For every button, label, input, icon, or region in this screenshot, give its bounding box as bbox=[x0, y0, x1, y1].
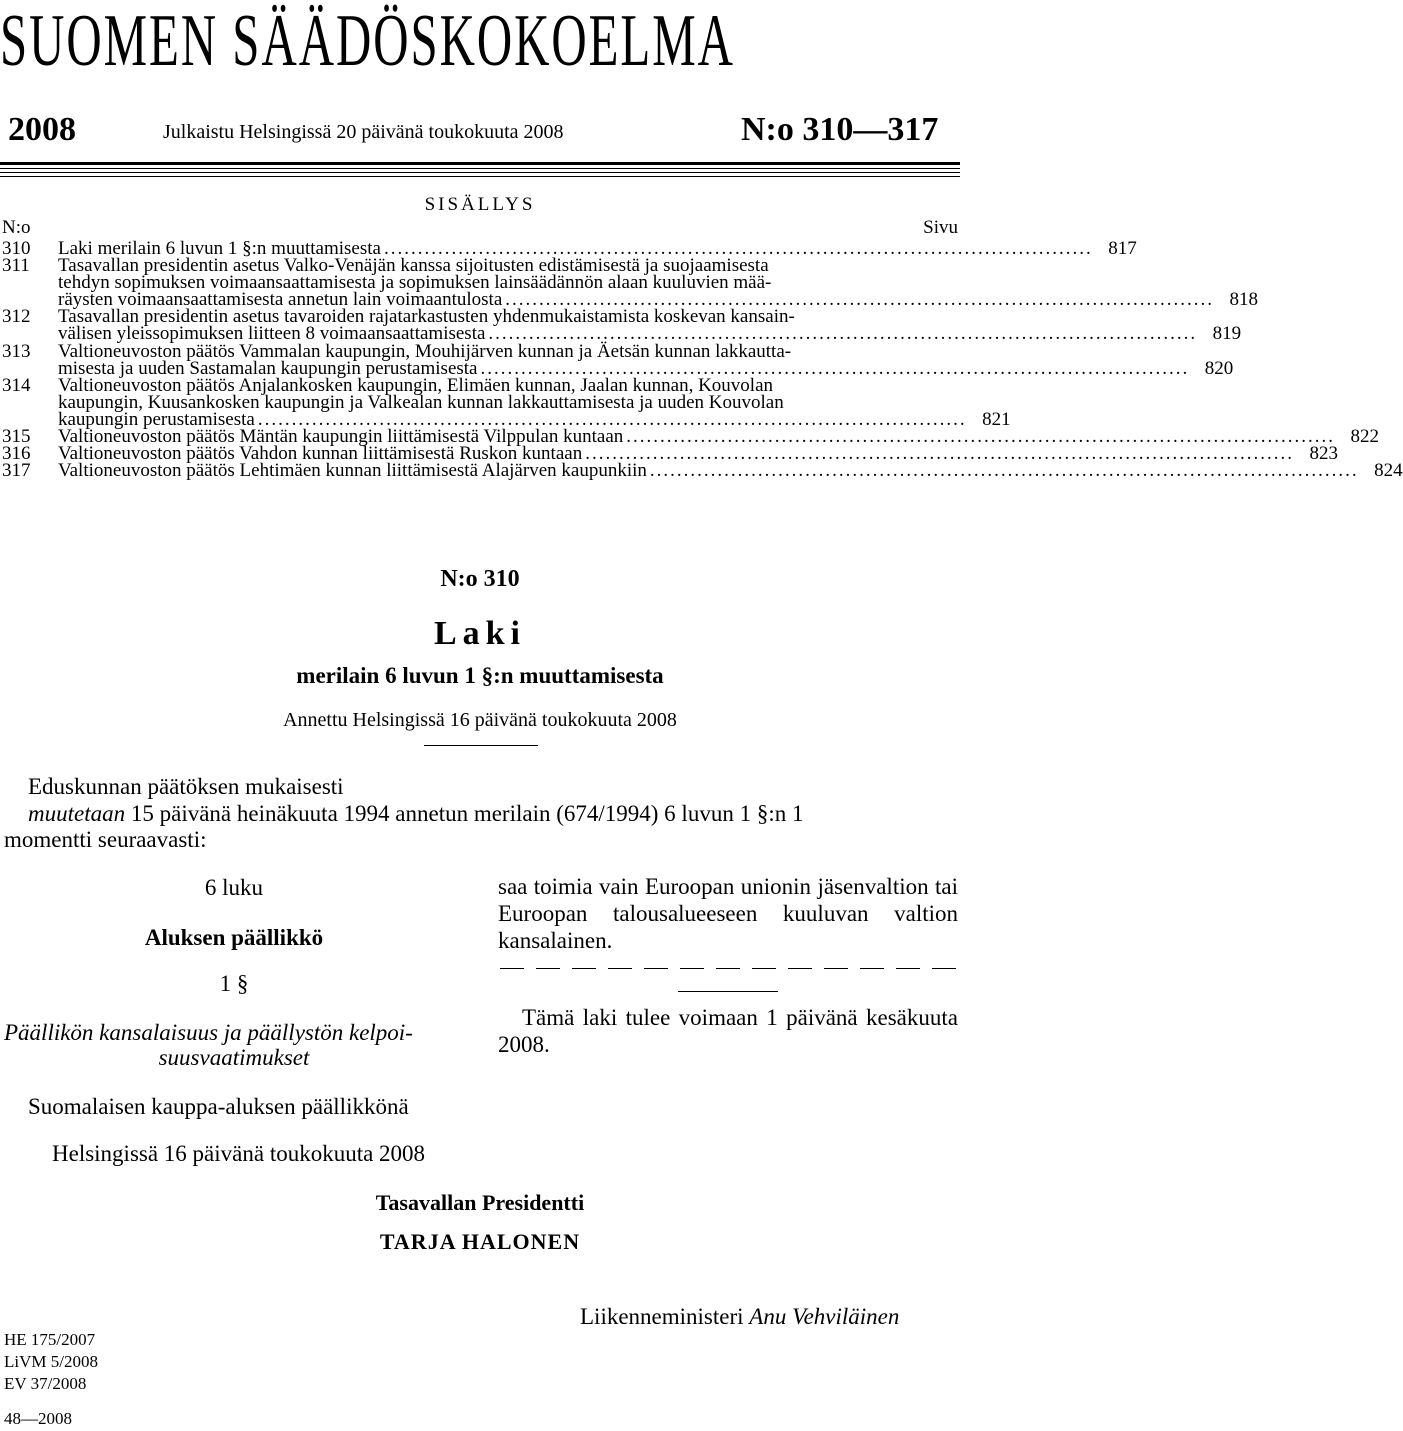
minister-name: Anu Vehviläinen bbox=[749, 1304, 900, 1329]
toc-entry: 312 Tasavallan presidentin asetus tavaroiden rajatarkastusten yhdenmukaistamista koskevan kansain- välisen yleissopimuksen liitteen 8 voimaansaattamisesta ......................................................................................................... 819 bbox=[2, 306, 1242, 345]
toc-entry-number: 314 bbox=[2, 374, 31, 396]
header-rule-thin-3 bbox=[0, 176, 960, 177]
toc-entry-title: Valtioneuvoston päätös Vammalan kaupungin, Mouhijärven kunnan ja Äetsän kunnan lakkautta- bbox=[58, 340, 792, 362]
issue-year: 2008 bbox=[8, 111, 76, 148]
reference-livm: LiVM 5/2008 bbox=[4, 1352, 98, 1371]
toc-entry-title: misesta ja uuden Sastamalan kaupungin perustamisesta bbox=[58, 357, 478, 379]
toc-entry-title: Tasavallan presidentin asetus tavaroiden rajatarkastusten yhdenmukaistamista koskevan kansain- bbox=[58, 306, 795, 328]
preamble-keyword: muutetaan bbox=[28, 801, 126, 826]
toc-entry-title: Laki merilain 6 luvun 1 §:n muuttamisesta bbox=[58, 238, 381, 259]
toc-entry-number: 312 bbox=[2, 306, 31, 328]
entry-into-force: Tämä laki tulee voimaan 1 päivänä kesäkuuta 2008. bbox=[498, 1005, 958, 1057]
toc-entry-page: 820 bbox=[1204, 357, 1234, 379]
toc-entry: 315 Valtioneuvoston päätös Mäntän kaupungin liittämisestä Vilppulan kuntaan ......................................................................................................... 822 bbox=[2, 426, 1379, 448]
toc-entry-title: kaupungin, Kuusankosken kaupungin ja Valkealan kunnan lakkauttamisesta ja uuden Kouvolan bbox=[58, 391, 784, 413]
toc-entry-title: räysten voimaansaattamisesta annetun lain voimaantulosta bbox=[58, 289, 503, 311]
toc-entry-number: 315 bbox=[2, 426, 31, 448]
toc-entry-page: 817 bbox=[1108, 238, 1137, 259]
toc-entry: 311 Tasavallan presidentin asetus Valko-Venäjän kanssa sijoitusten edistämisestä ja suojaamisesta tehdyn sopimuksen voimaansaattamisesta ja sopimuksen lainsäädännön alaan kuuluvien mää- räysten voimaansaattamisesta annetun lain voimaantulosta ......................................................................................................... 818 bbox=[2, 255, 1259, 311]
toc-entry-number: 317 bbox=[2, 460, 31, 482]
reference-ev: EV 37/2008 bbox=[4, 1374, 87, 1393]
law-given-date: Annettu Helsingissä 16 päivänä toukokuuta 2008 bbox=[283, 709, 677, 731]
section-divider-2 bbox=[678, 991, 778, 992]
preamble-line-2: muutetaan 15 päivänä heinäkuuta 1994 annetun merilain (674/1994) 6 luvun 1 §:n 1 bbox=[28, 801, 804, 826]
preamble-line-1: Eduskunnan päätöksen mukaisesti bbox=[28, 774, 344, 799]
toc-entry: 317 Valtioneuvoston päätös Lehtimäen kunnan liittämisestä Alajärven kaupunkiin ......................................................................................................... 824 bbox=[2, 460, 1403, 482]
toc-entry-title: tehdyn sopimuksen voimaansaattamisesta ja sopimuksen lainsäädännön alaan kuuluvien mää- bbox=[58, 272, 772, 294]
toc-entry: 314 Valtioneuvoston päätös Anjalankosken kaupungin, Elimäen kunnan, Jaalan kunnan, Kouvolan kaupungin, Kuusankosken kaupungin ja Valkealan kunnan lakkauttamisesta ja uuden Kouvolan kaupungin perustamisesta ......................................................................................................... 821 bbox=[2, 374, 1011, 430]
toc-entry-title: kaupungin perustamisesta bbox=[58, 408, 255, 430]
toc-entry-number: 310 bbox=[2, 238, 31, 259]
toc-entry-page: 823 bbox=[1309, 443, 1338, 465]
toc-entry-title: Valtioneuvoston päätös Vahdon kunnan liittämisestä Ruskon kuntaan bbox=[58, 443, 583, 465]
toc-col-page: Sivu bbox=[923, 217, 958, 238]
toc-entry-title: Valtioneuvoston päätös Lehtimäen kunnan liittämisestä Alajärven kaupunkiin bbox=[58, 460, 647, 482]
toc-entry-title: Valtioneuvoston päätös Mäntän kaupungin liittämisestä Vilppulan kuntaan bbox=[58, 426, 624, 448]
president-title: Tasavallan Presidentti bbox=[375, 1190, 585, 1215]
section-text: Suomalaisen kauppa-aluksen päällikkönä bbox=[28, 1094, 409, 1119]
footer-code: 48—2008 bbox=[4, 1409, 72, 1428]
minister-signature bbox=[580, 1304, 899, 1329]
reference-list bbox=[4, 1329, 98, 1395]
toc-entry: 316 Valtioneuvoston päätös Vahdon kunnan liittämisestä Ruskon kuntaan ......................................................................................................... 823 bbox=[2, 443, 1338, 465]
omission-dashes bbox=[500, 968, 956, 969]
preamble-line-3: momentti seuraavasti: bbox=[4, 827, 207, 852]
masthead-title: SUOMEN SÄÄDÖSKOKOELMA bbox=[0, 0, 735, 82]
president-name: TARJA HALONEN bbox=[379, 1229, 581, 1254]
toc-entry-number: 311 bbox=[2, 255, 30, 277]
section-continuation: saa toimia vain Euroopan unionin jäsenvaltion tai Euroopan talousalueeseen kuuluvan valtion kansalainen. bbox=[498, 874, 958, 953]
toc-entry-title: Valtioneuvoston päätös Anjalankosken kaupungin, Elimäen kunnan, Jaalan kunnan, Kouvolan bbox=[58, 374, 773, 396]
issue-numbers: N:o 310—317 bbox=[741, 111, 939, 148]
minister-title: Liikenneministeri bbox=[580, 1304, 744, 1329]
table-of-contents bbox=[0, 238, 1403, 482]
paragraph-title-2: suusvaatimukset bbox=[158, 1045, 310, 1070]
header-rule-thin bbox=[0, 168, 960, 169]
toc-entry-page: 819 bbox=[1212, 323, 1242, 345]
toc-entry-page: 822 bbox=[1350, 426, 1379, 448]
toc-entry-page: 821 bbox=[982, 408, 1011, 430]
toc-entry: 313 Valtioneuvoston päätös Vammalan kaupungin, Mouhijärven kunnan ja Äetsän kunnan lakkautta- misesta ja uuden Sastamalan kaupungin perustamisesta ......................................................................................................... 820 bbox=[2, 340, 1234, 379]
header-rule-thick bbox=[0, 162, 960, 165]
toc-entry-number: 313 bbox=[2, 340, 31, 362]
toc-entry-number: 316 bbox=[2, 443, 31, 465]
section-divider bbox=[424, 745, 538, 746]
toc-title: SISÄLLYS bbox=[424, 194, 536, 215]
publication-date: Julkaistu Helsingissä 20 päivänä toukokuuta 2008 bbox=[163, 121, 564, 143]
paragraph-number: 1 § bbox=[219, 971, 249, 996]
toc-col-number: N:o bbox=[2, 217, 31, 238]
law-subject: merilain 6 luvun 1 §:n muuttamisesta bbox=[296, 663, 664, 688]
chapter-title: Aluksen päällikkö bbox=[144, 925, 324, 950]
signing-place-date: Helsingissä 16 päivänä toukokuuta 2008 bbox=[52, 1141, 426, 1166]
toc-entry: 310 Laki merilain 6 luvun 1 §:n muuttamisesta ......................................................................................................... 817 bbox=[2, 238, 1137, 259]
toc-entry-title: välisen yleissopimuksen liitteen 8 voimaansaattamisesta bbox=[58, 323, 486, 345]
law-type: Laki bbox=[433, 615, 527, 652]
toc-entry-page: 824 bbox=[1374, 460, 1403, 482]
toc-entry-page: 818 bbox=[1229, 289, 1259, 311]
chapter-number: 6 luku bbox=[204, 875, 264, 900]
reference-he: HE 175/2007 bbox=[4, 1330, 96, 1349]
toc-entry-title: Tasavallan presidentin asetus Valko-Venäjän kanssa sijoitusten edistämisestä ja suojaamisesta bbox=[58, 255, 769, 277]
paragraph-title-1: Päällikön kansalaisuus ja päällystön kelpoi- bbox=[4, 1020, 413, 1045]
header-rule-thin-2 bbox=[0, 172, 960, 173]
law-number: N:o 310 bbox=[440, 566, 520, 592]
